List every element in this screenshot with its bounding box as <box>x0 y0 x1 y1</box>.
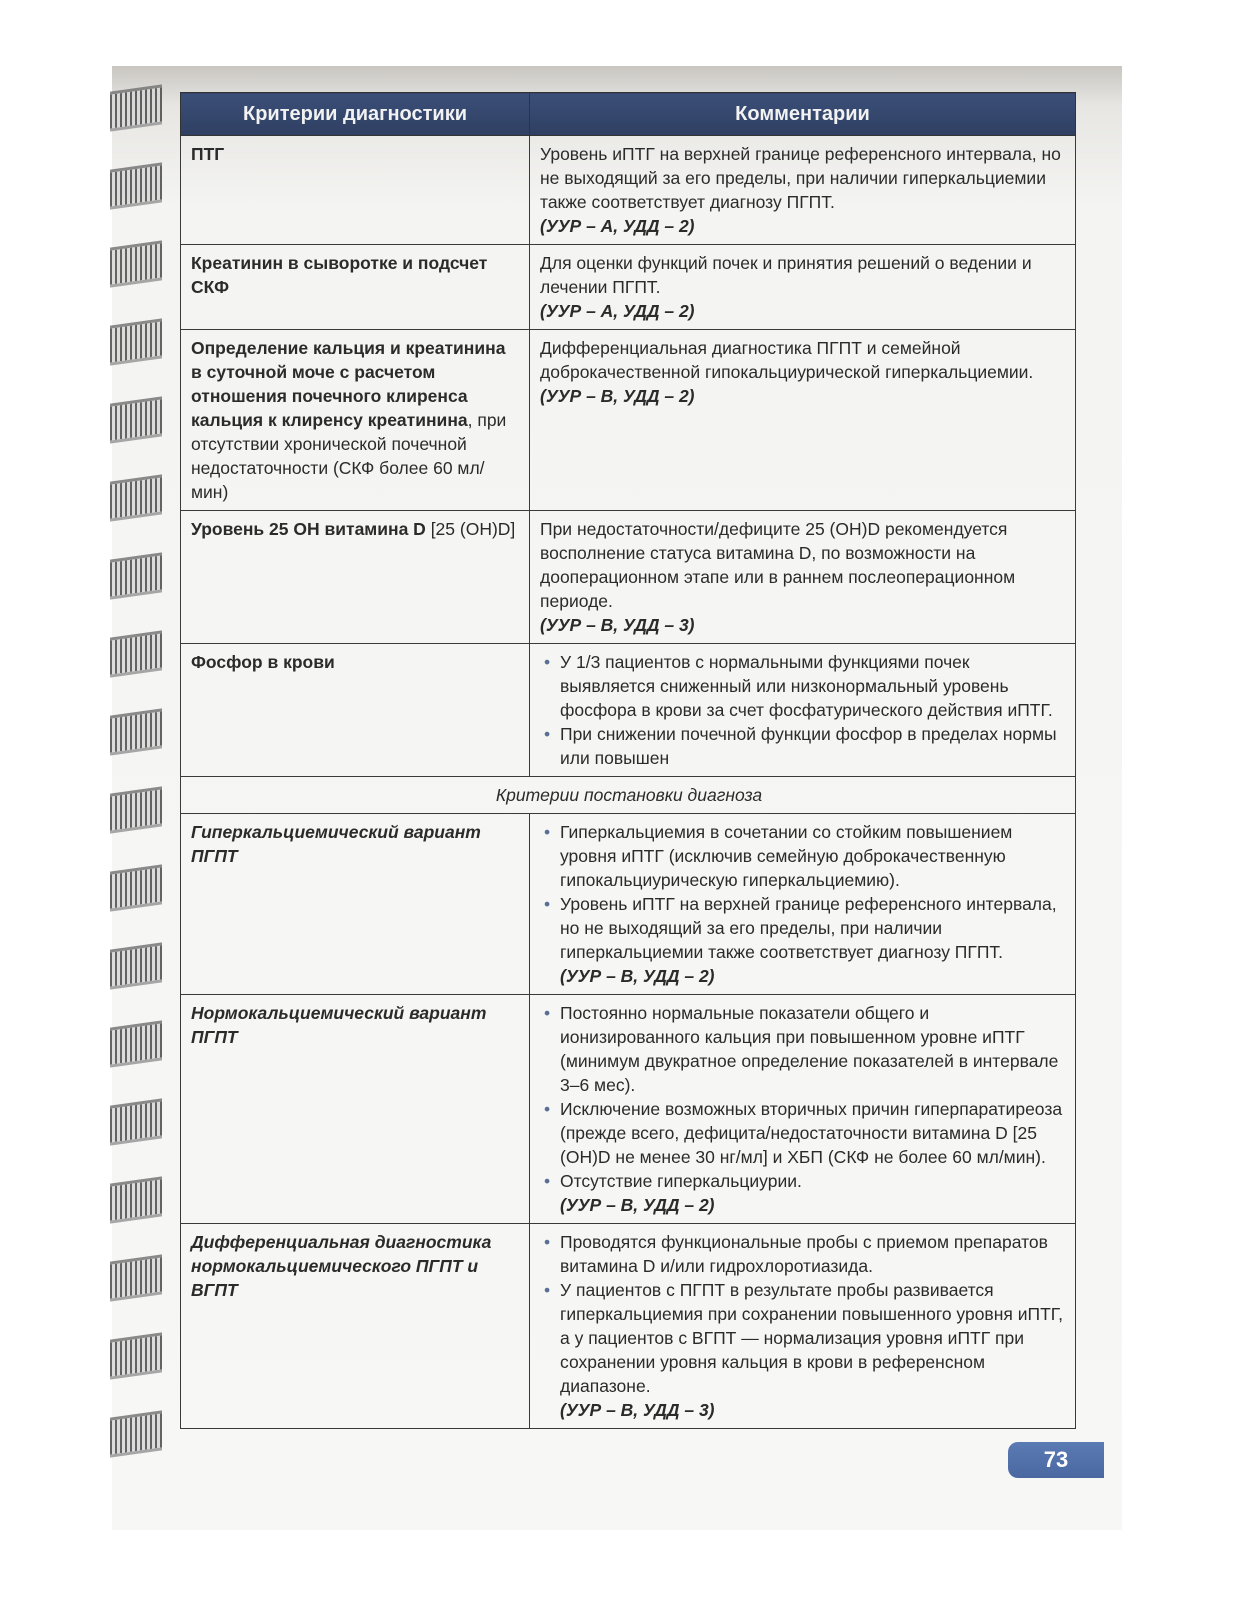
criterion-title: Гиперкальциемический вариант ПГПТ <box>191 822 481 866</box>
criterion-title: Нормокальциемический вариант ПГПТ <box>191 1003 487 1047</box>
section-title: Критерии постановки диагноза <box>181 777 1076 814</box>
criterion-title: Креатинин в сыворотке и подсчет СКФ <box>191 253 488 297</box>
list-item: • Отсутствие гиперкальциурии. <box>540 1169 1067 1193</box>
comment-list <box>540 650 1067 770</box>
criterion-cell <box>181 814 530 995</box>
criterion-title: Определение кальция и креатинина в суточной моче с расчетом отношения почечного клиренса кальция к клиренсу креатинина <box>191 338 506 430</box>
list-item: • Исключение возможных вторичных причин гиперпаратиреоза (прежде всего, дефицита/недостаточности витамина D [25 (OH)D не менее 30 нг/мл] и ХБП (СКФ не более 60 мл/мин). <box>540 1097 1067 1169</box>
comment-list <box>540 1001 1067 1193</box>
criterion-cell <box>181 995 530 1224</box>
table-row <box>181 814 1076 995</box>
evidence-level: (УУР – В, УДД – 2) <box>560 966 715 986</box>
evidence-level: (УУР – А, УДД – 2) <box>540 216 695 236</box>
list-item: • Постоянно нормальные показатели общего и ионизированного кальция при повышенном уровне иПТГ (минимум двукратное определение показателей в интервале 3–6 мес). <box>540 1001 1067 1097</box>
spiral-binding <box>110 88 166 1488</box>
header-comments: Комментарии <box>530 93 1076 136</box>
comment-list <box>540 1230 1067 1398</box>
criterion-note: [25 (OH)D] <box>425 519 516 539</box>
comment-cell <box>530 995 1076 1224</box>
table-row <box>181 644 1076 777</box>
criterion-cell <box>181 511 530 644</box>
comment-cell <box>530 136 1076 245</box>
diagnostics-table <box>180 92 1076 1429</box>
criterion-cell <box>181 330 530 511</box>
comment-list <box>540 820 1067 964</box>
comment-cell <box>530 511 1076 644</box>
criterion-cell <box>181 1224 530 1429</box>
criterion-cell <box>181 136 530 245</box>
list-item: • При снижении почечной функции фосфор в пределах нормы или повышен <box>540 722 1067 770</box>
comment-cell <box>530 245 1076 330</box>
table-row <box>181 245 1076 330</box>
list-item: • Гиперкальциемия в сочетании со стойким повышением уровня иПТГ (исключив семейную доброкачественную гипокальциурическую гиперкальциемию). <box>540 820 1067 892</box>
table-row <box>181 330 1076 511</box>
header-criteria: Критерии диагностики <box>181 93 530 136</box>
comment-text: Уровень иПТГ на верхней границе референсного интервала, но не выходящий за его пределы, при наличии гиперкальциемии также соответствует диагнозу ПГПТ. <box>540 144 1061 212</box>
list-item: • У 1/3 пациентов с нормальными функциями почек выявляется сниженный или низконормальный уровень фосфора в крови за счет фосфатурического действия иПТГ. <box>540 650 1067 722</box>
table-row <box>181 995 1076 1224</box>
table-row <box>181 136 1076 245</box>
criterion-cell <box>181 245 530 330</box>
list-item: • У пациентов с ПГПТ в результате пробы развивается гиперкальциемия при сохранении повышенного уровня иПТГ, а у пациентов с ВГПТ — нормализация уровня иПТГ при сохранении уровня кальция в крови в референсном диапазоне. <box>540 1278 1067 1398</box>
list-item: • Уровень иПТГ на верхней границе референсного интервала, но не выходящий за его пределы, при наличии гиперкальциемии также соответствует диагнозу ПГПТ. <box>540 892 1067 964</box>
comment-text: Дифференциальная диагностика ПГПТ и семейной доброкачественной гипокальциурической гиперкальциемии. <box>540 338 1034 382</box>
list-item: • Проводятся функциональные пробы с приемом препаратов витамина D и/или гидрохлоротиазида. <box>540 1230 1067 1278</box>
criterion-title: ПТГ <box>191 144 225 164</box>
evidence-level: (УУР – В, УДД – 2) <box>560 1195 715 1215</box>
comment-cell <box>530 330 1076 511</box>
section-row <box>181 777 1076 814</box>
comment-cell <box>530 1224 1076 1429</box>
evidence-level: (УУР – А, УДД – 2) <box>540 301 695 321</box>
comment-text: Для оценки функций почек и принятия решений о ведении и лечении ПГПТ. <box>540 253 1032 297</box>
evidence-level: (УУР – В, УДД – 3) <box>540 615 695 635</box>
evidence-level: (УУР – В, УДД – 3) <box>560 1400 715 1420</box>
evidence-level: (УУР – В, УДД – 2) <box>540 386 695 406</box>
table-row <box>181 1224 1076 1429</box>
criterion-title: Дифференциальная диагностика нормокальциемического ПГПТ и ВГПТ <box>191 1232 492 1300</box>
criterion-cell <box>181 644 530 777</box>
page-number: 73 <box>1008 1442 1104 1478</box>
criterion-title: Уровень 25 ОН витамина D <box>191 519 426 539</box>
criterion-note: , при отсутствии хронической почечной недостаточности (СКФ более 60 мл/мин) <box>191 410 507 502</box>
table-header-row <box>181 93 1076 136</box>
comment-cell <box>530 644 1076 777</box>
comment-text: При недостаточности/дефиците 25 (OH)D рекомендуется восполнение статуса витамина D, по возможности на дооперационном этапе или в раннем послеоперационном периоде. <box>540 519 1016 611</box>
table-row <box>181 511 1076 644</box>
criterion-title: Фосфор в крови <box>191 652 335 672</box>
comment-cell <box>530 814 1076 995</box>
